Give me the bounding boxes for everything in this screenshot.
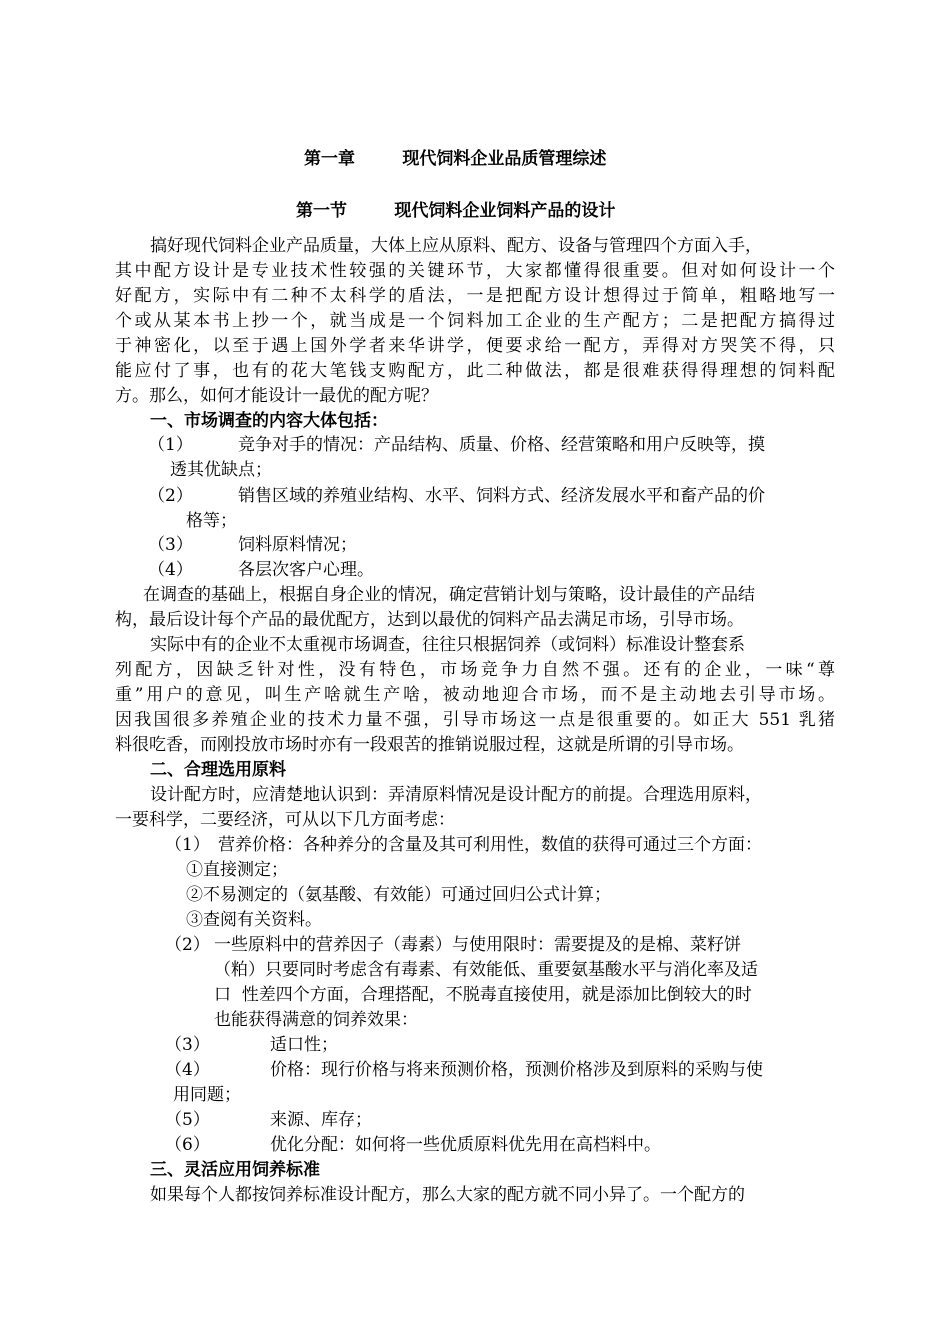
- heading-raw-materials: 二、合理选用原料: [150, 760, 286, 780]
- list-item-text: 销售区域的养殖业结构、水平、饲料方式、经济发展水平和畜产品的价: [238, 486, 765, 506]
- list-item-text: 一些原料中的营养因子（毒素）与使用限时：需要提及的是棉、菜籽饼: [214, 935, 741, 955]
- intro-line: 好配方，实际中有二种不太科学的盾法，一是把配方设计想得过于简单，粗略地写一: [115, 286, 835, 306]
- list-item-text: 饲料原料情况；: [238, 535, 357, 555]
- paragraph-line: 一要科学，二要经济，可从以下几方面考虑：: [115, 810, 455, 830]
- sub-list-item: ②不易测定的（氨基酸、有效能）可通过回归公式计算；: [186, 885, 611, 905]
- paragraph-line: 列配方，因缺乏针对性，没有特色，市场竞争力自然不强。还有的企业，一味“尊: [115, 660, 835, 680]
- sub-list-item: ③查阅有关资料。: [186, 910, 322, 930]
- list-item-text: 口 性差四个方面，合理搭配，不脱毒直接使用，就是添加比倒较大的时: [214, 985, 752, 1005]
- list-item-number: （3）: [148, 535, 193, 555]
- paragraph-line: 因我国很多养殖企业的技术力量不强，引导市场这一点是很重要的。如正大 551 乳猪: [115, 710, 835, 730]
- list-item-number: （4）: [165, 1060, 210, 1080]
- list-item-text: 格等；: [186, 511, 237, 531]
- list-item-text: 适口性；: [270, 1035, 338, 1055]
- list-item-number: （1）: [148, 435, 193, 455]
- intro-line: 搞好现代饲料企业产品质量，大体上应从原料、配方、设备与管理四个方面入手，: [150, 236, 762, 256]
- list-item-text: 也能获得满意的饲养效果：: [214, 1010, 418, 1030]
- list-item-number: （3）: [165, 1035, 210, 1055]
- paragraph-line: 在调查的基础上，根据自身企业的情况，确定营销计划与策略，设计最佳的产品结: [143, 585, 755, 605]
- list-item-text: （粕）只要同时考虑含有毒素、有效能低、重要氨基酸水平与消化率及适: [214, 960, 758, 980]
- list-item-text: 营养价格：各种养分的含量及其可利用性，数值的获得可通过三个方面：: [218, 835, 762, 855]
- paragraph-line: 料很吃香，而刚投放市场时亦有一段艰苦的推销说服过程，这就是所谓的引导市场。: [115, 735, 744, 755]
- paragraph-line: 如果每个人都按饲养标准设计配方，那么大家的配方就不同小异了。一个配方的: [150, 1185, 745, 1205]
- list-item-text: 各层次客户心理。: [238, 560, 374, 580]
- chapter-title: 第一章 现代饲料企业品质管理综述: [304, 149, 607, 169]
- intro-line: 方。那么，如何才能设计一最优的配方呢？: [115, 386, 438, 406]
- intro-line: 其中配方设计是专业技术性较强的关键环节，大家都懂得很重要。但对如何设计一个: [115, 261, 835, 281]
- list-item-text: 竞争对手的情况：产品结构、质量、价格、经营策略和用户反映等，摸: [238, 435, 765, 455]
- list-item-number: （4）: [148, 560, 193, 580]
- list-item-text: 用同题；: [173, 1085, 241, 1105]
- paragraph-line: 设计配方时，应清楚地认识到：弄清原料情况是设计配方的前提。合理选用原料，: [150, 785, 762, 805]
- list-item-number: （1）: [165, 835, 210, 855]
- sub-list-item: ①直接测定；: [186, 860, 288, 880]
- list-item-number: （6）: [165, 1135, 210, 1155]
- list-item-number: （5）: [165, 1110, 210, 1130]
- paragraph-line: 重”用户的意见，叫生产啥就生产啥，被动地迎合市场，而不是主动地去引导市场。: [115, 685, 835, 705]
- list-item-number: （2）: [165, 935, 210, 955]
- section-title: 第一节 现代饲料企业饲料产品的设计: [296, 201, 616, 221]
- paragraph-line: 构，最后设计每个产品的最优配方，达到以最优的饲料产品去满足市场，引导市场。: [115, 610, 744, 630]
- list-item-text: 优化分配：如何将一些优质原料优先用在高档料中。: [270, 1135, 661, 1155]
- heading-feeding-standards: 三、灵活应用饲养标准: [150, 1160, 320, 1180]
- list-item-number: （2）: [148, 486, 193, 506]
- list-item-text: 价格：现行价格与将来预测价格，预测价格涉及到原料的采购与使: [270, 1060, 763, 1080]
- intro-line: 于神密化，以至于遇上国外学者来华讲学，便要求给一配方，弄得对方哭笑不得，只: [115, 336, 835, 356]
- intro-line: 个或从某本书上抄一个，就当成是一个饲料加工企业的生产配方；二是把配方搞得过: [115, 311, 835, 331]
- intro-line: 能应付了事，也有的花大笔钱支购配方，此二种做法，都是很难获得得理想的饲料配: [115, 361, 835, 381]
- list-item-text: 来源、库存；: [270, 1110, 372, 1130]
- paragraph-line: 实际中有的企业不太重视市场调查，往往只根据饲养（或饲料）标准设计整套系: [150, 635, 745, 655]
- list-item-text: 透其优缺点；: [170, 460, 272, 480]
- heading-market-survey: 一、市场调查的内容大体包括：: [150, 411, 388, 431]
